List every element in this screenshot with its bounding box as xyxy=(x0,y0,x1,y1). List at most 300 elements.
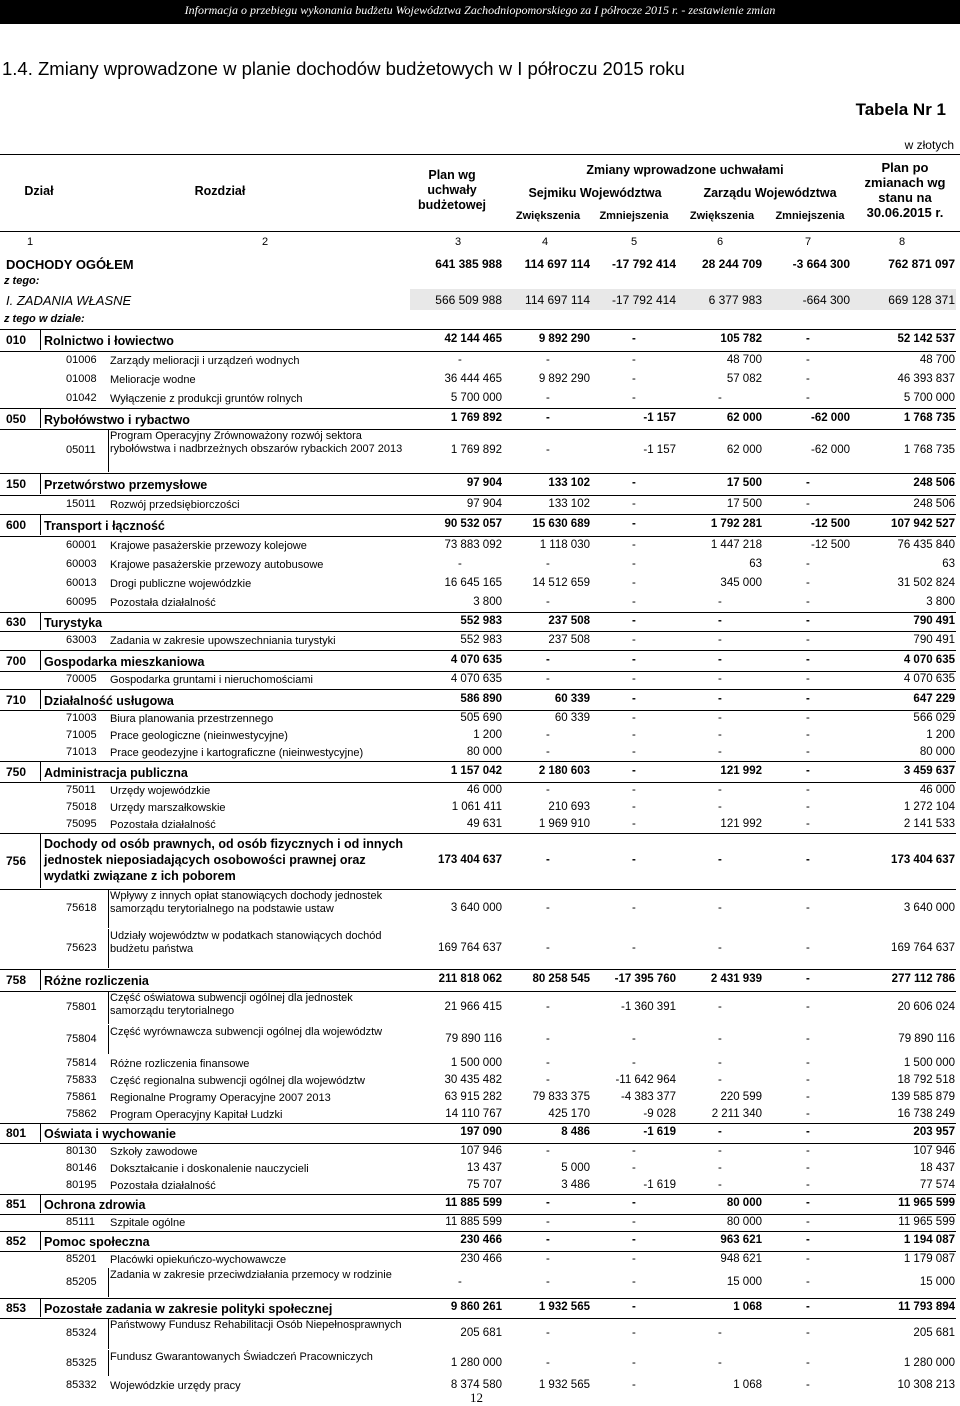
value-cell: 114 697 114 xyxy=(524,257,590,271)
value-cell: - xyxy=(718,673,722,685)
table-row xyxy=(0,351,960,370)
table-row xyxy=(0,389,960,408)
value-cell: - xyxy=(806,333,810,345)
value-cell: - xyxy=(806,1145,810,1157)
rozdzial-name: Placówki opiekuńczo-wychowawcze xyxy=(110,1254,287,1266)
column-separator xyxy=(40,650,41,670)
value-cell: - xyxy=(632,801,636,813)
value-cell: 203 957 xyxy=(913,1126,955,1138)
table-row xyxy=(0,429,960,473)
value-cell: 1 932 565 xyxy=(538,1301,590,1313)
value-cell: 3 486 xyxy=(561,1179,590,1191)
value-cell: 762 871 097 xyxy=(888,257,955,271)
table-row xyxy=(0,1055,960,1072)
rozdzial-code: 60003 xyxy=(66,558,97,570)
value-cell: -62 000 xyxy=(810,412,850,424)
value-cell: 1 068 xyxy=(733,1301,762,1313)
dzial-name: Transport i łączność xyxy=(44,519,165,533)
column-separator xyxy=(40,1298,41,1317)
table-row xyxy=(0,816,960,833)
table-row xyxy=(0,593,960,612)
rozdzial-name: Urzędy marszałkowskie xyxy=(110,802,226,814)
header-zmiany: Zmiany wprowadzone uchwałami xyxy=(586,163,784,177)
value-cell: 963 621 xyxy=(720,1234,762,1246)
table-row xyxy=(0,1268,960,1298)
value-cell: - xyxy=(718,854,722,866)
value-cell: 173 404 637 xyxy=(438,854,502,866)
table-row xyxy=(0,1025,960,1055)
value-cell: 57 082 xyxy=(726,373,762,385)
value-cell: - xyxy=(546,673,550,685)
value-cell: - xyxy=(718,1179,722,1191)
rozdzial-code: 70005 xyxy=(66,673,97,685)
value-cell: - xyxy=(806,746,810,758)
column-number: 7 xyxy=(804,236,812,248)
value-cell: - xyxy=(806,634,810,646)
value-cell: 586 890 xyxy=(460,693,502,705)
value-cell: - xyxy=(632,477,636,489)
value-cell: 15 000 xyxy=(919,1276,955,1288)
rozdzial-name: Urzędy wojewódzkie xyxy=(110,785,211,797)
value-cell: 11 885 599 xyxy=(445,1197,502,1209)
dzial-code: 853 xyxy=(6,1301,27,1315)
value-cell: 230 466 xyxy=(460,1234,502,1246)
value-cell: - xyxy=(718,392,722,404)
rozdzial-code: 75095 xyxy=(66,818,97,830)
value-cell: 2 211 340 xyxy=(711,1108,762,1120)
value-cell: - xyxy=(632,1057,636,1069)
value-cell: - xyxy=(632,634,636,646)
header-rozdzial: Rozdział xyxy=(194,184,246,198)
value-cell: - xyxy=(546,1033,550,1045)
column-separator xyxy=(40,612,41,630)
table-row xyxy=(0,555,960,574)
value-cell: - xyxy=(806,712,810,724)
rozdzial-name: Szpitale ogólne xyxy=(110,1217,186,1229)
cell-border xyxy=(108,929,409,968)
value-cell: 80 000 xyxy=(726,1216,762,1228)
value-cell: - xyxy=(632,1379,636,1391)
table-row xyxy=(0,1089,960,1106)
value-cell: 46 000 xyxy=(466,784,502,796)
value-cell: - xyxy=(718,1001,722,1013)
value-cell: - xyxy=(546,1253,550,1265)
rozdzial-name: Wyłączenie z produkcji gruntów rolnych xyxy=(110,393,303,405)
value-cell: - xyxy=(546,1001,550,1013)
table-row xyxy=(0,370,960,389)
value-cell: 90 532 057 xyxy=(444,518,502,530)
value-cell: 248 506 xyxy=(913,477,955,489)
rozdzial-name: Krajowe pasażerskie przewozy kolejowe xyxy=(110,540,307,552)
rozdzial-name: Udziały województw w podatkach stanowiących dochód budżetu państwa xyxy=(110,930,382,955)
value-cell: 46 393 837 xyxy=(897,373,955,385)
value-cell: 5 700 000 xyxy=(450,392,502,404)
table-row xyxy=(0,275,960,289)
value-cell: 11 793 894 xyxy=(898,1301,955,1313)
value-cell: 79 833 375 xyxy=(532,1091,590,1103)
dzial-name: Oświata i wychowanie xyxy=(44,1127,176,1141)
value-cell: - xyxy=(632,615,636,627)
rozdzial-name: Rozwój przedsiębiorczości xyxy=(110,499,240,511)
rozdzial-name: Drogi publiczne wojewódzkie xyxy=(110,578,252,590)
value-cell: - xyxy=(806,784,810,796)
value-cell: 205 681 xyxy=(460,1327,502,1339)
rozdzial-code: 75861 xyxy=(66,1091,97,1103)
table-row xyxy=(0,671,960,689)
value-cell: - xyxy=(632,673,636,685)
value-cell: - xyxy=(718,1327,722,1339)
rozdzial-code: 85324 xyxy=(66,1327,97,1339)
header-zwiekszenia-1: Zwiększenia xyxy=(515,210,581,222)
table-row xyxy=(0,574,960,593)
header-sejmik: Sejmiku Województwa xyxy=(528,186,662,200)
value-cell: - xyxy=(632,558,636,570)
value-cell: 107 946 xyxy=(913,1145,955,1157)
value-cell: - xyxy=(546,412,550,424)
value-cell: - xyxy=(806,1126,810,1138)
value-cell: 3 459 637 xyxy=(903,765,955,777)
section-note: z tego: xyxy=(4,275,40,287)
value-cell: - xyxy=(546,729,550,741)
value-cell: 46 000 xyxy=(919,784,955,796)
column-separator xyxy=(40,761,41,781)
value-cell: -3 664 300 xyxy=(792,257,850,271)
table-row xyxy=(0,1350,960,1377)
rozdzial-name: Część oświatowa subwencji ogólnej dla jednostek samorządu terytorialnego xyxy=(110,992,353,1017)
value-cell: 566 509 988 xyxy=(435,293,502,307)
value-cell: -9 028 xyxy=(643,1108,676,1120)
value-cell: 1 768 735 xyxy=(903,444,955,456)
table-row xyxy=(0,710,960,727)
dzial-code: 852 xyxy=(6,1234,27,1248)
value-cell: - xyxy=(632,693,636,705)
value-cell: -1 360 391 xyxy=(621,1001,676,1013)
value-cell: - xyxy=(718,1074,722,1086)
header-zmniejszenia-2: Zmniejszenia xyxy=(775,210,845,222)
value-cell: - xyxy=(806,577,810,589)
column-separator xyxy=(40,1194,41,1213)
rozdzial-name: Zadania w zakresie upowszechniania turystyki xyxy=(110,635,336,647)
value-cell: - xyxy=(546,1234,550,1246)
value-cell: 3 800 xyxy=(926,596,955,608)
cell-border xyxy=(108,1318,409,1349)
value-cell: 3 640 000 xyxy=(450,902,502,914)
value-cell: - xyxy=(632,746,636,758)
value-cell: 345 000 xyxy=(720,577,762,589)
table-row xyxy=(0,408,960,429)
rozdzial-name: Prace geologiczne (nieinwestycyjne) xyxy=(110,730,288,742)
value-cell: 248 506 xyxy=(913,498,955,510)
value-cell: - xyxy=(632,518,636,530)
value-cell: 552 983 xyxy=(460,615,502,627)
value-cell: - xyxy=(806,1301,810,1313)
table-row xyxy=(0,1106,960,1123)
table-row xyxy=(0,889,960,929)
table-row xyxy=(0,650,960,671)
value-cell: -62 000 xyxy=(810,444,850,456)
value-cell: - xyxy=(632,1253,636,1265)
value-cell: - xyxy=(806,801,810,813)
table-row xyxy=(0,495,960,514)
table-row xyxy=(0,1214,960,1231)
rozdzial-name: Program Operacyjny Kapitał Ludzki xyxy=(110,1109,283,1121)
value-cell: 8 374 580 xyxy=(450,1379,502,1391)
value-cell: - xyxy=(806,1327,810,1339)
rozdzial-code: 01042 xyxy=(66,392,97,404)
value-cell: 79 890 116 xyxy=(445,1033,502,1045)
total-label: DOCHODY OGÓŁEM xyxy=(6,257,134,272)
header-banner-text: Informacja o przebiegu wykonania budżetu Województwa Zachodniopomorskiego za I półrocze 2015 r. - zestawienie zmian xyxy=(184,3,776,17)
rozdzial-name: Prace geodezyjne i kartograficzne (nieinwestycyjne) xyxy=(110,747,364,759)
table-row xyxy=(0,253,960,275)
value-cell: - xyxy=(718,729,722,741)
table-row xyxy=(0,289,960,311)
value-cell: 169 764 637 xyxy=(438,942,502,954)
rozdzial-name: Różne rozliczenia finansowe xyxy=(110,1058,250,1070)
value-cell: 15 630 689 xyxy=(532,518,590,530)
dzial-name: Pozostałe zadania w zakresie polityki społecznej xyxy=(44,1302,333,1316)
value-cell: - xyxy=(806,1091,810,1103)
value-cell: - xyxy=(546,654,550,666)
value-cell: - xyxy=(546,1276,550,1288)
value-cell: 1 157 042 xyxy=(450,765,502,777)
value-cell: 4 070 635 xyxy=(903,673,955,685)
value-cell: 4 070 635 xyxy=(903,654,955,666)
dzial-code: 150 xyxy=(6,477,27,491)
cell-border xyxy=(108,1350,409,1376)
dzial-code: 700 xyxy=(6,654,27,668)
value-cell: - xyxy=(806,354,810,366)
value-cell: 20 606 024 xyxy=(897,1001,955,1013)
cell-border xyxy=(108,1268,409,1297)
table-row xyxy=(0,473,960,495)
value-cell: - xyxy=(806,973,810,985)
column-number: 4 xyxy=(541,236,549,248)
value-cell: 1 792 281 xyxy=(710,518,762,530)
value-cell: 97 904 xyxy=(466,498,502,510)
value-cell: - xyxy=(806,673,810,685)
value-cell: - xyxy=(806,477,810,489)
column-separator xyxy=(40,1123,41,1142)
value-cell: - xyxy=(806,1197,810,1209)
value-cell: 48 700 xyxy=(919,354,955,366)
value-cell: - xyxy=(546,1197,550,1209)
value-cell: - xyxy=(806,654,810,666)
value-cell: - xyxy=(806,818,810,830)
header-plan: Plan wg uchwały budżetowej xyxy=(417,168,487,212)
rozdzial-name: Gospodarka gruntami i nieruchomościami xyxy=(110,674,313,686)
value-cell: 18 792 518 xyxy=(897,1074,955,1086)
value-cell: - xyxy=(546,354,550,366)
page-title: 1.4. Zmiany wprowadzone w planie dochodów budżetowych w I półroczu 2015 roku xyxy=(2,58,685,79)
rozdzial-code: 75833 xyxy=(66,1074,97,1086)
rozdzial-name: Biura planowania przestrzennego xyxy=(110,713,274,725)
value-cell: -17 395 760 xyxy=(614,973,676,985)
value-cell: - xyxy=(546,558,550,570)
value-cell: - xyxy=(806,1033,810,1045)
value-cell: - xyxy=(718,1357,722,1369)
value-cell: 11 885 599 xyxy=(445,1216,502,1228)
value-cell: - xyxy=(806,373,810,385)
column-separator xyxy=(40,969,41,990)
value-cell: 566 029 xyxy=(913,712,955,724)
rozdzial-code: 71005 xyxy=(66,729,97,741)
value-cell: 63 xyxy=(942,558,955,570)
table-row xyxy=(0,727,960,744)
value-cell: - xyxy=(632,818,636,830)
value-cell: 1 179 087 xyxy=(903,1253,955,1265)
rozdzial-name: Szkoły zawodowe xyxy=(110,1146,198,1158)
cell-border xyxy=(108,991,409,1024)
value-cell: 21 966 415 xyxy=(444,1001,502,1013)
rozdzial-code: 60095 xyxy=(66,596,97,608)
value-cell: 80 258 545 xyxy=(532,973,590,985)
dzial-code: 600 xyxy=(6,518,27,532)
value-cell: - xyxy=(632,729,636,741)
value-cell: - xyxy=(806,693,810,705)
dzial-code: 050 xyxy=(6,412,27,426)
value-cell: 63 xyxy=(749,558,762,570)
value-cell: 9 860 261 xyxy=(450,1301,502,1313)
value-cell: 9 892 290 xyxy=(538,373,590,385)
header-zwiekszenia-2: Zwiększenia xyxy=(689,210,755,222)
value-cell: - xyxy=(546,942,550,954)
value-cell: - xyxy=(546,854,550,866)
value-cell: - xyxy=(632,902,636,914)
value-cell: - xyxy=(458,354,462,366)
value-cell: - xyxy=(546,1145,550,1157)
rozdzial-code: 75862 xyxy=(66,1108,97,1120)
table-row xyxy=(0,1177,960,1194)
value-cell: 5 000 xyxy=(561,1162,590,1174)
rozdzial-code: 60013 xyxy=(66,577,97,589)
rozdzial-name: Wpływy z innych opłat stanowiących dochody jednostek samorządu terytorialnego na podstawie ustaw xyxy=(110,890,383,915)
dzial-name: Gospodarka mieszkaniowa xyxy=(44,655,205,669)
value-cell: - xyxy=(632,577,636,589)
value-cell: 107 942 527 xyxy=(891,518,955,530)
table-row xyxy=(0,329,960,351)
value-cell: - xyxy=(806,392,810,404)
value-cell: 60 339 xyxy=(554,693,590,705)
value-cell: 169 764 637 xyxy=(891,942,955,954)
value-cell: - xyxy=(546,444,550,456)
value-cell: 80 000 xyxy=(919,746,955,758)
value-cell: 8 486 xyxy=(561,1126,590,1138)
rozdzial-name: Zadania w zakresie przeciwdziałania przemocy w rodzinie xyxy=(110,1269,392,1281)
table-row xyxy=(0,631,960,650)
value-cell: 1 768 735 xyxy=(903,412,955,424)
value-cell: - xyxy=(632,1216,636,1228)
value-cell: 1 932 565 xyxy=(538,1379,590,1391)
value-cell: 17 500 xyxy=(726,498,762,510)
value-cell: 13 437 xyxy=(466,1162,502,1174)
value-cell: 641 385 988 xyxy=(435,257,502,271)
table-row xyxy=(0,833,960,889)
value-cell: - xyxy=(806,729,810,741)
value-cell: -12 500 xyxy=(810,539,850,551)
value-cell: - xyxy=(718,1033,722,1045)
rozdzial-code: 71003 xyxy=(66,712,97,724)
rozdzial-code: 75801 xyxy=(66,1001,97,1013)
table-row xyxy=(0,1298,960,1318)
value-cell: 2 431 939 xyxy=(710,973,762,985)
value-cell: - xyxy=(632,1197,636,1209)
value-cell: - xyxy=(806,942,810,954)
page-number: 12 xyxy=(470,1390,483,1405)
value-cell: - xyxy=(806,596,810,608)
value-cell: - xyxy=(632,373,636,385)
value-cell: 1 500 000 xyxy=(903,1057,955,1069)
value-cell: 669 128 371 xyxy=(888,293,955,307)
rozdzial-code: 71013 xyxy=(66,746,97,758)
value-cell: 1 500 000 xyxy=(450,1057,502,1069)
rozdzial-name: Regionalne Programy Operacyjne 2007 2013 xyxy=(110,1092,331,1104)
rozdzial-code: 05011 xyxy=(66,444,96,456)
value-cell: -1 157 xyxy=(643,444,676,456)
value-cell: - xyxy=(546,392,550,404)
column-separator xyxy=(40,473,41,494)
rozdzial-code: 01008 xyxy=(66,373,97,385)
rozdzial-name: Krajowe pasażerskie przewozy autobusowe xyxy=(110,559,324,571)
value-cell: 63 915 282 xyxy=(444,1091,502,1103)
value-cell: - xyxy=(632,498,636,510)
value-cell: - xyxy=(546,1327,550,1339)
rozdzial-code: 75804 xyxy=(66,1033,97,1045)
value-cell: - xyxy=(806,1379,810,1391)
table-row xyxy=(0,1251,960,1268)
value-cell: - xyxy=(632,354,636,366)
header-plan-po: Plan po zmianach wg stanu na 30.06.2015 r. xyxy=(864,160,946,220)
value-cell: - xyxy=(718,801,722,813)
value-cell: - xyxy=(546,1074,550,1086)
rozdzial-code: 85332 xyxy=(66,1379,97,1391)
column-number: 3 xyxy=(454,236,462,248)
value-cell: - xyxy=(806,1179,810,1191)
value-cell: 17 500 xyxy=(726,477,762,489)
column-separator xyxy=(40,329,41,350)
value-cell: - xyxy=(718,634,722,646)
value-cell: - xyxy=(546,1216,550,1228)
value-cell: 1 194 087 xyxy=(903,1234,955,1246)
value-cell: 15 000 xyxy=(726,1276,762,1288)
value-cell: - xyxy=(718,1126,722,1138)
rozdzial-code: 85205 xyxy=(66,1276,97,1288)
value-cell: 210 693 xyxy=(548,801,590,813)
value-cell: 18 437 xyxy=(919,1162,955,1174)
value-cell: 3 640 000 xyxy=(903,902,955,914)
value-cell: 2 180 603 xyxy=(538,765,590,777)
rozdzial-name: Fundusz Gwarantowanych Świadczeń Pracowniczych xyxy=(110,1351,373,1363)
column-number: 1 xyxy=(26,236,34,248)
value-cell: -17 792 414 xyxy=(611,257,676,271)
column-separator xyxy=(40,833,41,888)
rozdzial-code: 75814 xyxy=(66,1057,97,1069)
value-cell: 48 700 xyxy=(726,354,762,366)
value-cell: 80 000 xyxy=(466,746,502,758)
rozdzial-name: Dokształcanie i doskonalenie nauczycieli xyxy=(110,1163,309,1175)
column-separator xyxy=(40,408,41,428)
value-cell: 97 904 xyxy=(466,477,502,489)
section-note: z tego w dziale: xyxy=(4,313,85,325)
section-label: I. ZADANIA WŁASNE xyxy=(6,293,132,308)
value-cell: - xyxy=(632,392,636,404)
value-cell: 790 491 xyxy=(913,615,955,627)
value-cell: - xyxy=(458,558,462,570)
dzial-code: 010 xyxy=(6,333,27,347)
value-cell: - xyxy=(632,1357,636,1369)
value-cell: 1 118 030 xyxy=(539,539,590,551)
value-cell: 62 000 xyxy=(726,444,762,456)
